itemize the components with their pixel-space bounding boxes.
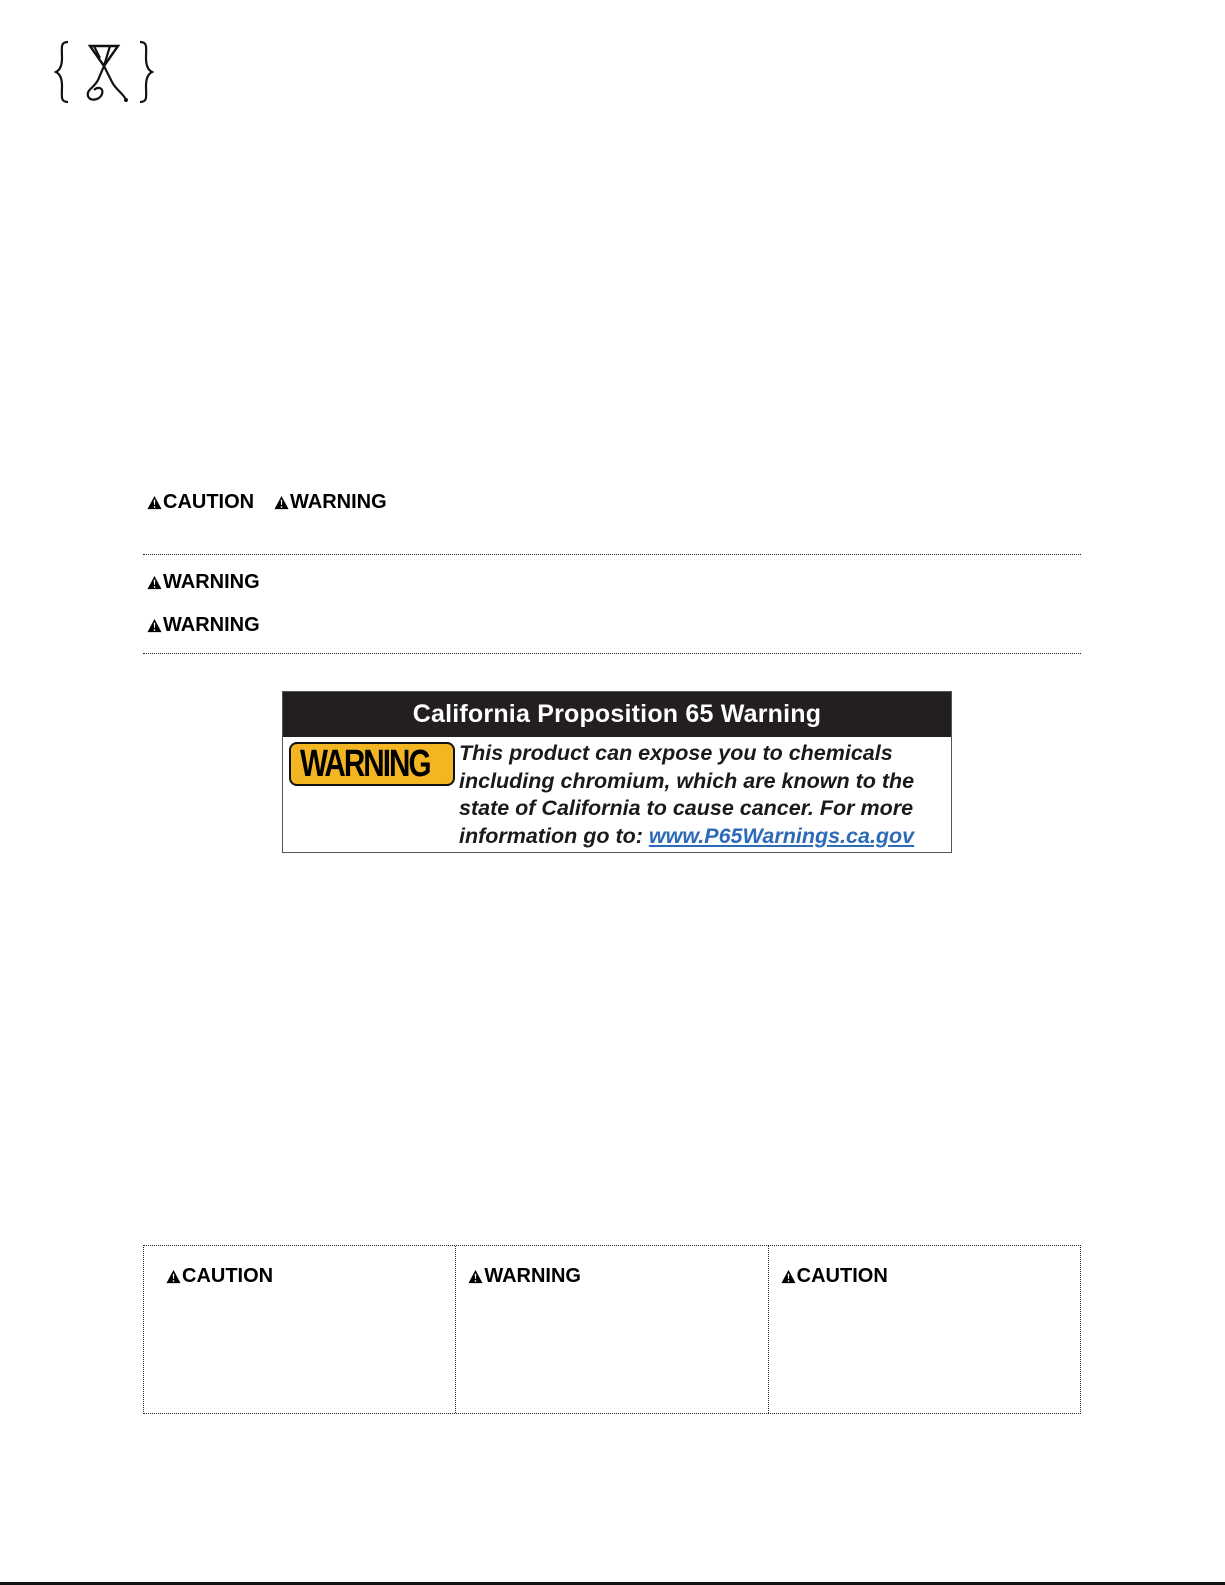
caution-signal-word [166, 1264, 273, 1288]
warning-label: WARNING [163, 571, 260, 593]
signal-word-table [143, 1245, 1081, 1414]
table-cell [768, 1246, 1080, 1413]
warning-label: WARNING [484, 1265, 581, 1287]
prop65-warning-label [282, 691, 952, 853]
table-cell [455, 1246, 767, 1413]
prop65-warning-badge [289, 742, 455, 786]
prop65-link[interactable]: www.P65Warnings.ca.gov [648, 823, 915, 848]
warning-signal-word [274, 490, 387, 514]
caution-signal-word [147, 490, 254, 514]
warning-triangle-icon [147, 495, 162, 510]
warning-signal-word [147, 613, 260, 637]
prop65-badge-label: WARNING [300, 743, 430, 785]
dotted-divider [143, 653, 1081, 654]
warning-label: WARNING [290, 491, 387, 513]
warning-signal-word [147, 570, 260, 594]
caution-label: CAUTION [163, 491, 255, 513]
warning-triangle-icon [781, 1269, 796, 1284]
warning-label: WARNING [163, 614, 260, 636]
warning-triangle-icon [147, 575, 162, 590]
warning-triangle-icon [468, 1269, 483, 1284]
prop65-title: California Proposition 65 Warning [283, 692, 951, 737]
warning-triangle-icon [274, 495, 289, 510]
caution-signal-word [781, 1264, 888, 1288]
brace-anchor-logo-icon [54, 40, 154, 104]
prop65-body: This product can expose you to chemicals including chromium, which are known to the state of California to cause cancer. For more information go to: [459, 741, 915, 848]
dotted-divider [143, 554, 1081, 555]
table-cell [144, 1246, 455, 1413]
warning-signal-word [468, 1264, 581, 1288]
warning-triangle-icon [147, 618, 162, 633]
prop65-body-text [459, 740, 949, 850]
caution-label: CAUTION [182, 1265, 274, 1287]
caution-label: CAUTION [796, 1265, 888, 1287]
warning-triangle-icon [166, 1269, 181, 1284]
